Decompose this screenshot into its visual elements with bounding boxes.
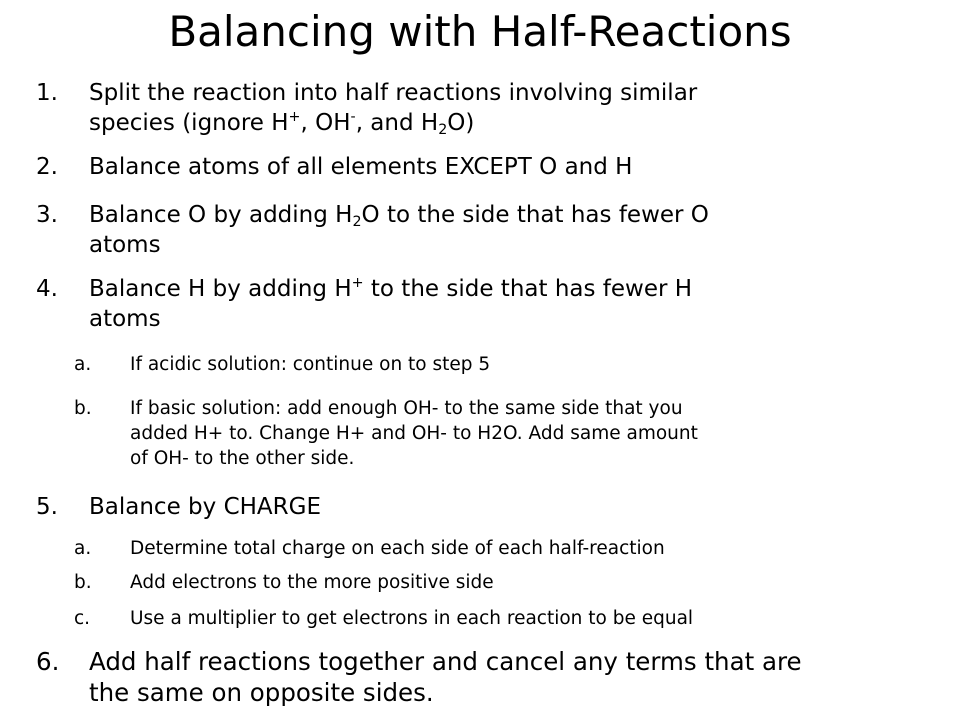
step-line (89, 108, 957, 138)
step-number: 2. (36, 154, 58, 180)
step-line: the same on opposite sides. (89, 678, 434, 707)
superscript: + (288, 109, 301, 126)
substep-line: Use a multiplier to get electrons in each reaction to be equal (130, 608, 694, 629)
substep-letter: c. (74, 608, 91, 629)
step-text (89, 274, 957, 334)
substep-line: of OH- to the other side. (130, 448, 355, 469)
superscript: - (350, 109, 356, 126)
text-segment: Balance H by adding H (89, 276, 352, 302)
text-segment: Balance O by adding H (89, 202, 353, 228)
substep-line: Determine total charge on each side of each half-reaction (130, 538, 665, 559)
step-line: atoms (89, 232, 161, 258)
substep-line: If basic solution: add enough OH- to the same side that you (130, 398, 683, 419)
substep-line: added H+ to. Change H+ and OH- to H2O. Add same amount (130, 423, 698, 444)
substep-text (130, 396, 956, 471)
step-line: Balance atoms of all elements EXCEPT O and H (89, 154, 633, 180)
substep-letter: a. (74, 354, 92, 375)
step-number: 6. (36, 647, 60, 676)
superscript: + (351, 275, 364, 292)
subscript: 2 (438, 121, 448, 138)
text-segment: species (ignore H (89, 110, 289, 136)
step-text (89, 78, 957, 138)
substep-line: If acidic solution: continue on to step 5 (130, 354, 491, 375)
slide-title: Balancing with Half-Reactions (168, 7, 792, 56)
step-line: atoms (89, 306, 161, 332)
substep-letter: b. (74, 398, 92, 419)
text-segment: O to the side that has fewer O (361, 202, 709, 228)
substep-text (130, 606, 956, 631)
step-line: Add half reactions together and cancel any terms that are (89, 647, 802, 676)
text-segment: , and H (355, 110, 439, 136)
substep-line: Add electrons to the more positive side (130, 572, 494, 593)
text-segment: O) (447, 110, 475, 136)
step-text (89, 646, 957, 708)
step-text (89, 492, 957, 522)
step-text (89, 152, 957, 182)
text-segment: to the side that has fewer H (363, 276, 693, 302)
step-number: 1. (36, 80, 58, 106)
text-segment: , OH (300, 110, 351, 136)
step-number: 5. (36, 494, 58, 520)
substep-letter: b. (74, 572, 92, 593)
step-line: Balance by CHARGE (89, 494, 321, 520)
substep-text (130, 536, 956, 561)
substep-letter: a. (74, 538, 92, 559)
step-line (89, 200, 957, 230)
step-text (89, 200, 957, 260)
step-number: 4. (36, 276, 58, 302)
step-line (89, 274, 957, 304)
step-line: Split the reaction into half reactions involving similar (89, 80, 698, 106)
substep-text (130, 570, 956, 595)
substep-text (130, 352, 956, 377)
subscript: 2 (352, 213, 362, 230)
step-number: 3. (36, 202, 58, 228)
